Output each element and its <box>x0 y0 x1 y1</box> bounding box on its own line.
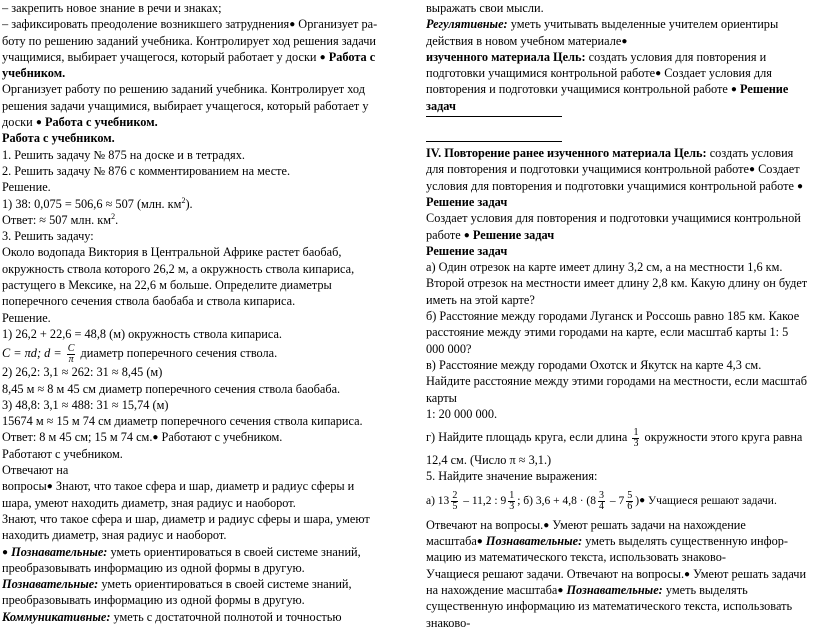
text-line: мацию из математического текста, использовать знаково- <box>426 550 726 565</box>
text-line: расстояние между этими городами на карте, если масштаб карты 1: 5 <box>426 325 789 340</box>
section-heading: IV. Повторение ранее изученного материала Цель: создать условия <box>426 146 794 161</box>
text-line: а) Один отрезок на карте имеет длину 3,2 см, а на местности 1,6 км. <box>426 260 783 275</box>
bullet-icon: ● <box>684 568 691 580</box>
empty-table-cell <box>426 116 562 142</box>
text-line: карты <box>426 390 457 405</box>
text-line: выражать свои мысли. <box>426 1 544 15</box>
bullet-icon: ● <box>35 117 42 129</box>
bullet-icon: ● <box>152 432 159 444</box>
text-line: в) Расстояние между городами Охотск и Якутск на карте 4,3 см. <box>426 357 762 372</box>
text-line: Ответ: 8 м 45 см; 15 м 74 см.● Работают с учебником. <box>2 430 283 445</box>
text-line: учащимися, выбирает учащегося, который работает у доски ● Работа с <box>2 49 376 64</box>
text-line: шара, умеют находить диаметр, зная радиус и наоборот. <box>2 495 296 510</box>
formula-line: а) 13 $\frac{2}{5}$ – 11,2 : 9 $\frac{1}{3}$ ; б) 3,6 + 4,8 · (8 $\frac{3}{4}$ – 7 $\frac{5}{6}$ )● Учащиеся решают задачи. <box>426 489 777 512</box>
fraction: $\frac{3}{4}$ <box>599 489 604 512</box>
text-line: находить диаметр, зная радиус и наоборот. <box>2 528 227 543</box>
text-line: – зафиксировать преодоление возникшего затруднения● Организует ра- <box>2 17 378 32</box>
fraction: $\frac{1}{3}$ <box>509 489 515 512</box>
text-line: учебником. <box>2 66 66 81</box>
text-line: Около водопада Виктория в Центральной Африке растет баобаб, <box>2 245 342 260</box>
text-line: 2) 26,2: 3,1 ≈ 262: 31 ≈ 8,45 (м) <box>2 365 163 380</box>
fraction: $\frac{C}{\pi}$ <box>67 342 75 365</box>
text-line: существенную информацию из математического текста, использовать <box>426 599 793 614</box>
text-line: Познавательные: уметь ориентироваться в своей системе знаний, <box>2 577 352 592</box>
text-line: для повторения и подготовки учащимися контрольной работе● Создает <box>426 162 800 177</box>
formula-line: г) Найдите площадь круга, если длина $\frac{1}{3}$ окружности этого круга равна <box>426 426 803 449</box>
text-line: окружность ствола которого 26,2 м, а окружность ствола кипариса, <box>2 261 355 276</box>
text-line: Решение задач <box>426 194 508 209</box>
text-line: 1) 26,2 + 22,6 = 48,8 (м) окружность ствола кипариса. <box>2 326 282 341</box>
text-line: Работают с учебником. <box>2 446 123 461</box>
text-line: решения задачи учащимися, выбирает учащегося, который работает у <box>2 98 369 113</box>
text-line: 12,4 см. (Число π ≈ 3,1.) <box>426 453 552 468</box>
text-line: задач <box>426 98 456 113</box>
bullet-icon: ● <box>2 546 9 558</box>
text-line: Учащиеся решают задачи. Отвечают на вопросы.● Умеют решать задачи <box>426 566 807 581</box>
text-line: Решение. <box>2 180 51 195</box>
bullet-icon: ● <box>46 481 53 493</box>
text-line: Отвечают на вопросы.● Умеют решать задачи на нахождение <box>426 517 746 532</box>
text-line: Второй отрезок на местности имеет длину 2,8 км. Какую длину он будет <box>426 276 808 291</box>
bullet-icon: ● <box>639 494 646 506</box>
text-line: боту по решению заданий учебника. Контролирует ход решения задачи <box>2 33 376 48</box>
bullet-icon: ● <box>289 19 296 31</box>
text-line: вопросы● Знают, что такое сфера и шар, диаметр и радиус сферы и <box>2 479 355 494</box>
text-line: на нахождение масштаба● Познавательные: уметь выделять <box>426 582 748 597</box>
text-line: Найдите расстояние между этими городами на местности, если масштаб <box>426 374 807 389</box>
text-line: работе ● Решение задач <box>426 227 555 242</box>
text-line: ● Познавательные: уметь ориентироваться в своей системе знаний, <box>2 544 361 559</box>
bullet-icon: ● <box>748 164 756 176</box>
text-line: 5. Найдите значение выражения: <box>426 469 598 484</box>
bullet-icon: ● <box>557 584 564 596</box>
left-column <box>2 0 406 625</box>
right-column <box>426 0 814 631</box>
text-line: изученного материала Цель: создать условия для повторения и <box>426 49 767 64</box>
text-line: растущего в Мексике, на 22,6 м больше. Определите диаметры <box>2 278 332 293</box>
text-line: 3) 48,8: 3,1 ≈ 488: 31 ≈ 15,74 (м) <box>2 397 169 412</box>
bullet-icon: ● <box>797 180 804 192</box>
bullet-icon: ● <box>655 68 662 80</box>
text-line: 000 000? <box>426 341 472 356</box>
text-line: Ответ: ≈ 507 млн. $км^2$. <box>2 211 119 227</box>
text-line: Создает условия для повторения и подготовки учащимися контрольной <box>426 211 801 226</box>
text-line: масштаба● Познавательные: уметь выделять существенную инфор- <box>426 534 788 549</box>
text-line: знаково- <box>426 615 471 630</box>
text-line: иметь на этой карте? <box>426 292 535 307</box>
text-line: – закрепить новое знание в речи и знаках; <box>2 1 222 15</box>
text-line: действия в новом учебном материале● <box>426 33 628 48</box>
formula-line: C = πd; d = $\frac{C}{\pi}$ диаметр поперечного сечения ствола. <box>2 342 278 365</box>
fraction: $\frac{2}{5}$ <box>452 489 458 512</box>
text-line: 2. Решить задачу № 876 с комментированием на месте. <box>2 163 291 178</box>
text-line: б) Расстояние между городами Луганск и Россошь равно 185 км. Какое <box>426 309 800 324</box>
text-line: 8,45 м ≈ 8 м 45 см диаметр поперечного сечения ствола баобаба. <box>2 381 341 396</box>
fraction: $\frac{5}{6}$ <box>627 489 633 512</box>
text-line: подготовки учащимися контрольной работе● Создает условия для <box>426 66 772 81</box>
text-line: Знают, что такое сфера и шар, диаметр и радиус сферы и шара, умеют <box>2 511 370 526</box>
section-heading: Работа с учебником. <box>2 131 115 146</box>
bullet-icon: ● <box>621 35 628 47</box>
text-line: 3. Решить задачу: <box>2 229 94 244</box>
text-line: Отвечают на <box>2 463 69 478</box>
text-line: преобразовывать информацию из одной формы в другую. <box>2 593 305 608</box>
bullet-icon: ● <box>476 536 483 548</box>
text-line: 1) 38: 0,075 = 506,6 ≈ 507 (млн. $км^2$). <box>2 195 193 211</box>
text-line: Решение. <box>2 310 51 325</box>
text-line: поперечного сечения ствола баобаба и ствола кипариса. <box>2 294 296 309</box>
text-line: Регулятивные: уметь учитывать выделенные учителем ориентиры <box>426 17 779 32</box>
text-line: условия для повторения и подготовки учащимися контрольной работе ● <box>426 178 804 193</box>
text-line: 15674 м ≈ 15 м 74 см диаметр поперечного сечения ствола кипариса. <box>2 414 363 429</box>
text-line: 1. Решить задачу № 875 на доске и в тетрадях. <box>2 147 245 162</box>
text-line: Коммуникативные: уметь с достаточной полнотой и точностью <box>2 609 342 624</box>
bullet-icon: ● <box>543 519 550 531</box>
text-line: Решение задач <box>426 243 508 258</box>
text-line: доски ● Работа с учебником. <box>2 115 158 130</box>
bullet-icon: ● <box>463 229 470 241</box>
bullet-icon: ● <box>730 84 737 96</box>
text-line: повторения и подготовки учащимися контрольной работе ● Решение <box>426 82 789 97</box>
bullet-icon: ● <box>319 51 326 63</box>
text-line: преобразовывать информацию из одной формы в другую. <box>2 560 305 575</box>
text-line: 1: 20 000 000. <box>426 406 498 421</box>
fraction: $\frac{1}{3}$ <box>633 426 639 449</box>
text-line: Организует работу по решению заданий учебника. Контролирует ход <box>2 82 365 97</box>
